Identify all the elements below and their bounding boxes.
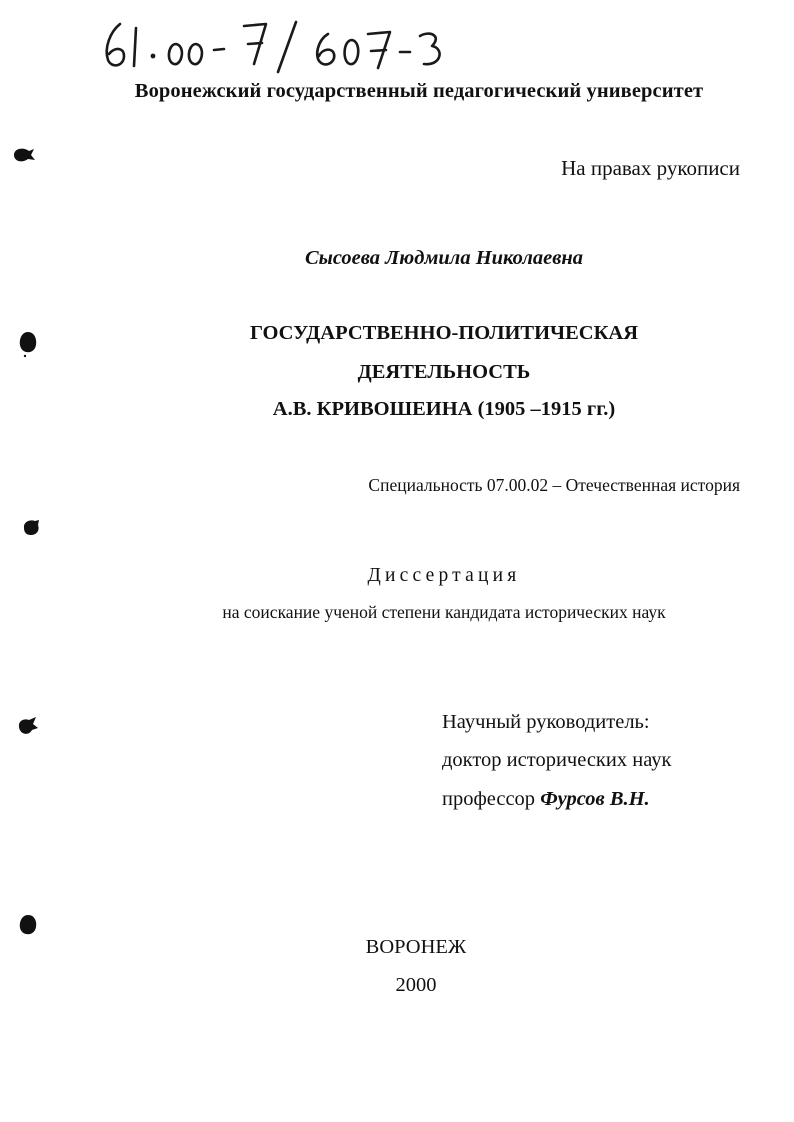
binding-hole-mark bbox=[20, 518, 42, 538]
specialty: Специальность 07.00.02 – Отечественная история bbox=[368, 475, 740, 495]
binding-hole-mark bbox=[10, 145, 36, 165]
author-name: Сысоева Людмила Николаевна bbox=[304, 247, 584, 269]
supervisor-degree: доктор исторических наук bbox=[442, 749, 672, 771]
supervisor-name: Фурсов В.Н. bbox=[540, 788, 650, 810]
binding-hole-mark bbox=[14, 715, 40, 739]
title-line-2: ДЕЯТЕЛЬНОСТЬ bbox=[357, 361, 531, 383]
year: 2000 bbox=[395, 974, 437, 996]
supervisor-rank-name bbox=[442, 788, 650, 811]
title-line-1: ГОСУДАРСТВЕННО-ПОЛИТИЧЕСКАЯ bbox=[249, 322, 639, 344]
supervisor-rank: профессор bbox=[442, 788, 536, 810]
binding-hole-mark bbox=[16, 912, 40, 938]
city: ВОРОНЕЖ bbox=[365, 936, 467, 958]
binding-hole-mark bbox=[17, 330, 39, 358]
degree-line: на соискание ученой степени кандидата исторических наук bbox=[222, 602, 666, 622]
title-line-3: А.В. КРИВОШЕИНА (1905 –1915 гг.) bbox=[272, 398, 616, 420]
university-name: Воронежский государственный педагогический университет bbox=[134, 80, 704, 102]
work-type: Диссертация bbox=[367, 565, 521, 586]
handwritten-catalog-number bbox=[98, 14, 458, 74]
supervisor-label: Научный руководитель: bbox=[442, 711, 650, 733]
rights-note: На правах рукописи bbox=[561, 156, 740, 180]
